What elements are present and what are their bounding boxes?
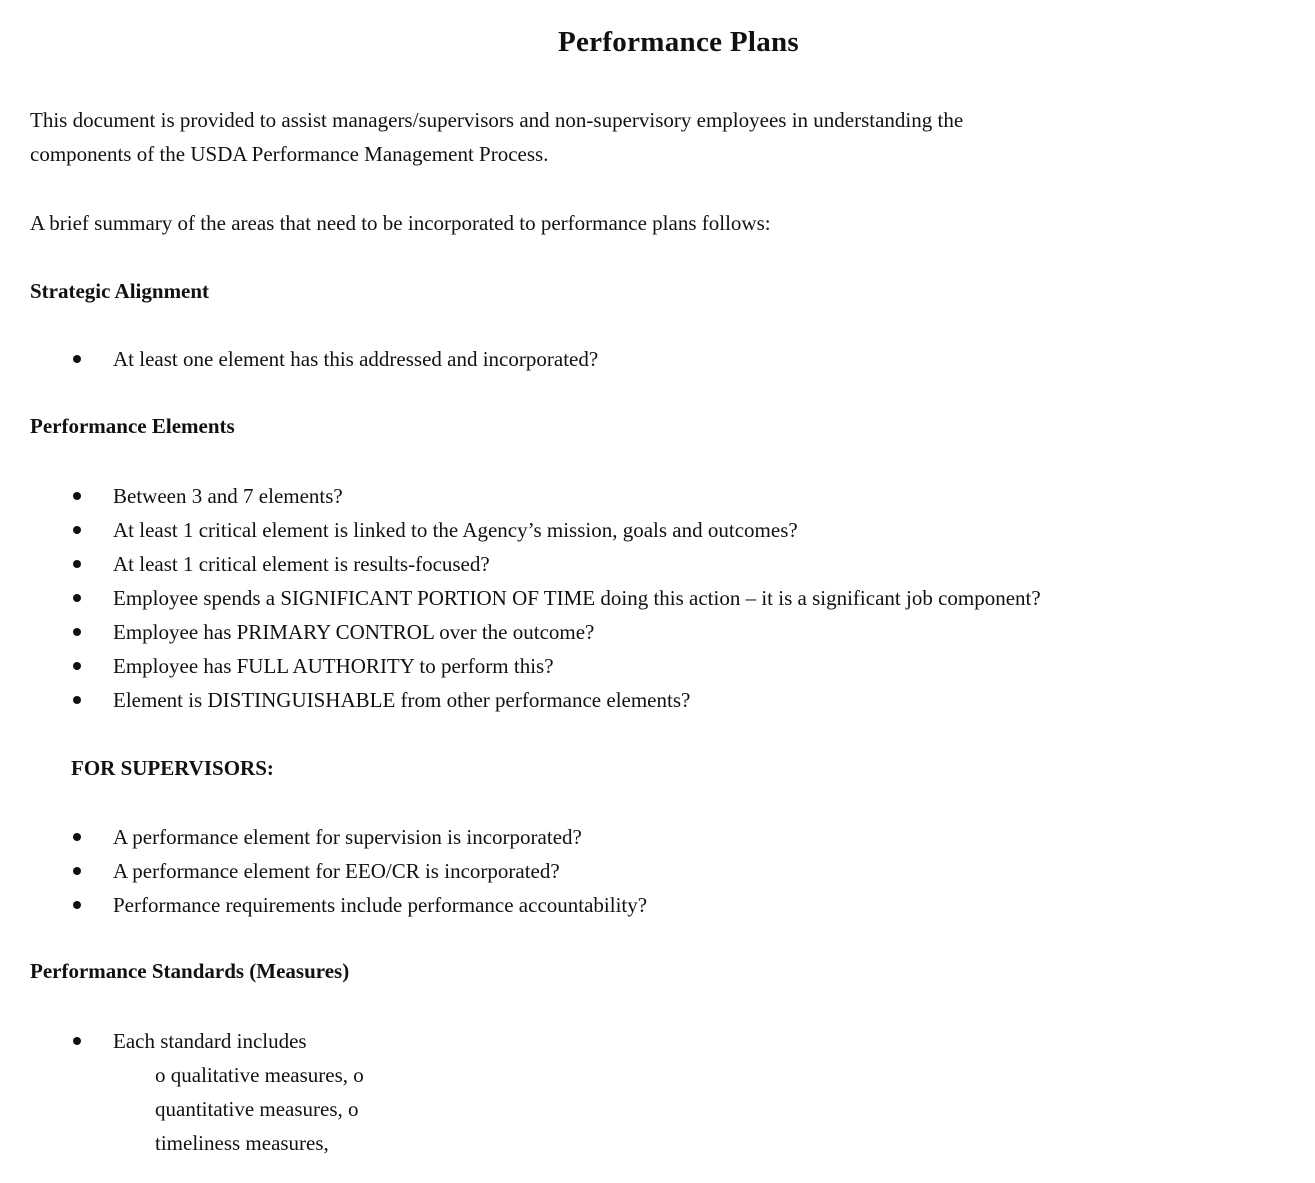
strategic-alignment-list — [0, 342, 1315, 376]
intro-line-2: components of the USDA Performance Management Process. — [30, 142, 549, 166]
list-item: At least one element has this addressed and incorporated? — [0, 342, 1315, 376]
list-item: At least 1 critical element is linked to the Agency’s mission, goals and outcomes? — [0, 513, 1315, 547]
list-item: Between 3 and 7 elements? — [0, 479, 1315, 513]
performance-standards-list — [0, 1024, 1315, 1058]
bullet-icon — [73, 1037, 81, 1045]
bullet-icon — [73, 628, 81, 636]
list-item: Element is DISTINGUISHABLE from other performance elements? — [0, 683, 1315, 717]
summary-paragraph: A brief summary of the areas that need to be incorporated to performance plans follows: — [30, 211, 771, 235]
list-item: At least 1 critical element is results-focused? — [0, 547, 1315, 581]
standards-sub-list — [155, 1058, 364, 1160]
bullet-icon — [73, 696, 81, 704]
bullet-icon — [73, 662, 81, 670]
list-item: Each standard includes — [0, 1024, 1315, 1058]
list-item: Employee has FULL AUTHORITY to perform this? — [0, 649, 1315, 683]
bullet-icon — [73, 867, 81, 875]
performance-standards-heading: Performance Standards (Measures) — [30, 959, 350, 983]
list-item: Employee has PRIMARY CONTROL over the outcome? — [0, 615, 1315, 649]
list-item: Performance requirements include performance accountability? — [0, 888, 1315, 922]
bullet-icon — [73, 492, 81, 500]
bullet-icon — [73, 355, 81, 363]
intro-paragraph — [30, 103, 1270, 171]
performance-elements-heading: Performance Elements — [30, 414, 235, 438]
sub-list-item: timeliness measures, — [155, 1131, 329, 1155]
list-item: A performance element for supervision is incorporated? — [0, 820, 1315, 854]
bullet-icon — [73, 526, 81, 534]
for-supervisors-heading: FOR SUPERVISORS: — [71, 756, 274, 780]
bullet-icon — [73, 594, 81, 602]
strategic-alignment-heading: Strategic Alignment — [30, 279, 210, 303]
for-supervisors-list — [0, 820, 1315, 922]
intro-line-1: This document is provided to assist managers/supervisors and non-supervisory employees in understanding the — [30, 108, 964, 132]
sub-list-item: quantitative measures, o — [155, 1097, 359, 1121]
bullet-icon — [73, 833, 81, 841]
document-title: Performance Plans — [557, 26, 800, 58]
list-item: Employee spends a SIGNIFICANT PORTION OF TIME doing this action – it is a significant job component? — [0, 581, 1315, 615]
sub-list-item: o qualitative measures, o — [155, 1063, 364, 1087]
list-item: A performance element for EEO/CR is incorporated? — [0, 854, 1315, 888]
bullet-icon — [73, 560, 81, 568]
bullet-icon — [73, 901, 81, 909]
performance-elements-list — [0, 479, 1315, 717]
